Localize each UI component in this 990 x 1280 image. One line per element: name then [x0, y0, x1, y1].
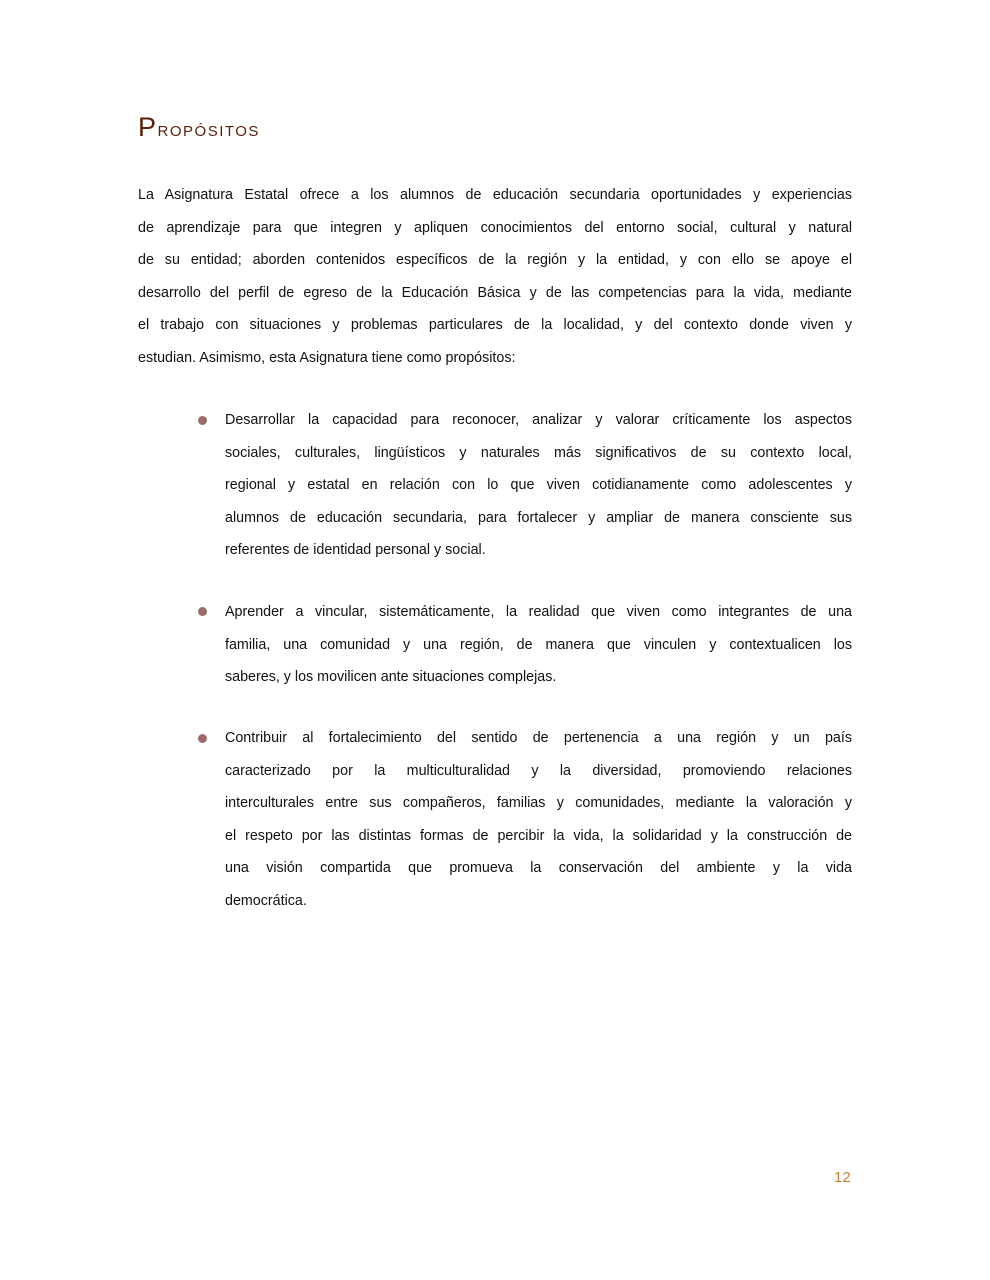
text-line: caracterizado por la multiculturalidad y la diversidad, promoviendo relaciones — [225, 762, 852, 779]
text-line: saberes, y los movilicen ante situaciones complejas. — [225, 669, 557, 686]
text-line: Aprender a vincular, sistemáticamente, la realidad que viven como integrantes de una — [225, 604, 852, 620]
text-line: el respeto por las distintas formas de percibir la vida, la solidaridad y la construcción de — [225, 827, 852, 844]
text-line: de su entidad; aborden contenidos específicos de la región y la entidad, y con ello se apoye el — [138, 252, 852, 269]
text-line: La Asignatura Estatal ofrece a los alumnos de educación secundaria oportunidades y experiencias — [138, 187, 852, 203]
text-line: estudian. Asimismo, esta Asignatura tiene como propósitos: — [138, 349, 516, 366]
text-line: de aprendizaje para que integren y apliquen conocimientos del entorno social, cultural y natural — [138, 219, 852, 236]
bullet-icon — [198, 607, 207, 616]
text-line: una visión compartida que promueva la conservación del ambiente y la vida — [225, 860, 852, 877]
bullet-item — [225, 404, 852, 567]
text-line: el trabajo con situaciones y problemas particulares de la localidad, y del contexto donde viven y — [138, 317, 852, 334]
bullet-icon — [198, 734, 207, 743]
text-line: interculturales entre sus compañeros, familias y comunidades, mediante la valoración y — [225, 795, 852, 812]
text-line: Desarrollar la capacidad para reconocer, analizar y valorar críticamente los aspectos — [225, 412, 852, 428]
text-line: Contribuir al fortalecimiento del sentido de pertenencia a una región y un país — [225, 730, 852, 746]
text-line: familia, una comunidad y una región, de manera que vinculen y contextualicen los — [225, 636, 852, 653]
intro-paragraph — [138, 179, 852, 375]
title-initial: P — [138, 112, 158, 142]
text-line: regional y estatal en relación con lo que viven cotidianamente como adolescentes y — [225, 477, 852, 494]
text-line: alumnos de educación secundaria, para fortalecer y ampliar de manera consciente sus — [225, 509, 852, 526]
bullet-item — [225, 596, 852, 694]
text-line: desarrollo del perfil de egreso de la Educación Básica y de las competencias para la vida, mediante — [138, 284, 852, 301]
page-title — [138, 112, 260, 143]
title-rest: ropósitos — [157, 116, 260, 141]
text-line: referentes de identidad personal y social. — [225, 542, 486, 559]
page-number: 12 — [834, 1169, 851, 1186]
text-line: democrática. — [225, 892, 307, 909]
bullet-item — [225, 722, 852, 918]
bullet-icon — [198, 416, 207, 425]
text-line: sociales, culturales, lingüísticos y naturales más significativos de su contexto local, — [225, 444, 852, 461]
